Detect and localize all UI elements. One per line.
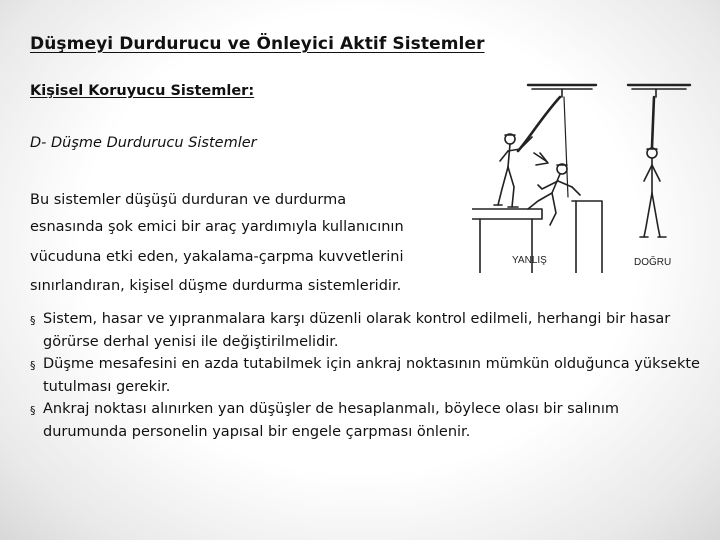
bullet-text: Ankraj noktası alınırken yan düşüşler de hesaplanmalı, böylece olası bir salınım durumunda personelin yapısal bir engele çarpması önlenir. bbox=[43, 401, 620, 440]
list-item bbox=[30, 353, 700, 398]
intro-line: sınırlandıran, kişisel düşme durdurma sistemleridir. bbox=[30, 278, 402, 294]
sub-heading: D- Düşme Durdurucu Sistemler bbox=[30, 135, 257, 151]
fall-arrest-illustration bbox=[472, 77, 694, 273]
list-item bbox=[30, 308, 700, 353]
bullet-marker-icon: § bbox=[30, 359, 36, 372]
intro-line: vücuduna etki eden, yakalama-çarpma kuvvetlerini bbox=[30, 249, 404, 265]
bullet-marker-icon: § bbox=[30, 404, 36, 417]
intro-line: esnasında şok emici bir araç yardımıyla kullanıcının bbox=[30, 219, 404, 235]
bullet-text: Düşme mesafesini en azda tutabilmek için ankraj noktasının mümkün olduğunca yüksekte tutulması gerekir. bbox=[43, 356, 700, 395]
figure-label-right: DOĞRU bbox=[634, 257, 672, 268]
bullet-list bbox=[30, 308, 700, 443]
section-heading: Kişisel Koruyucu Sistemler: bbox=[30, 83, 255, 99]
slide-title: Düşmeyi Durdurucu ve Önleyici Aktif Sistemler bbox=[30, 34, 485, 54]
figure-label-wrong: YANLIŞ bbox=[512, 255, 547, 266]
fall-arrest-drawing bbox=[472, 77, 694, 273]
bullet-marker-icon: § bbox=[30, 314, 36, 327]
list-item bbox=[30, 398, 700, 443]
intro-line: Bu sistemler düşüşü durduran ve durdurma bbox=[30, 192, 347, 208]
bullet-text: Sistem, hasar ve yıpranmalara karşı düzenli olarak kontrol edilmeli, herhangi bir hasar görürse derhal yenisi ile değiştirilmelidir. bbox=[43, 311, 671, 350]
